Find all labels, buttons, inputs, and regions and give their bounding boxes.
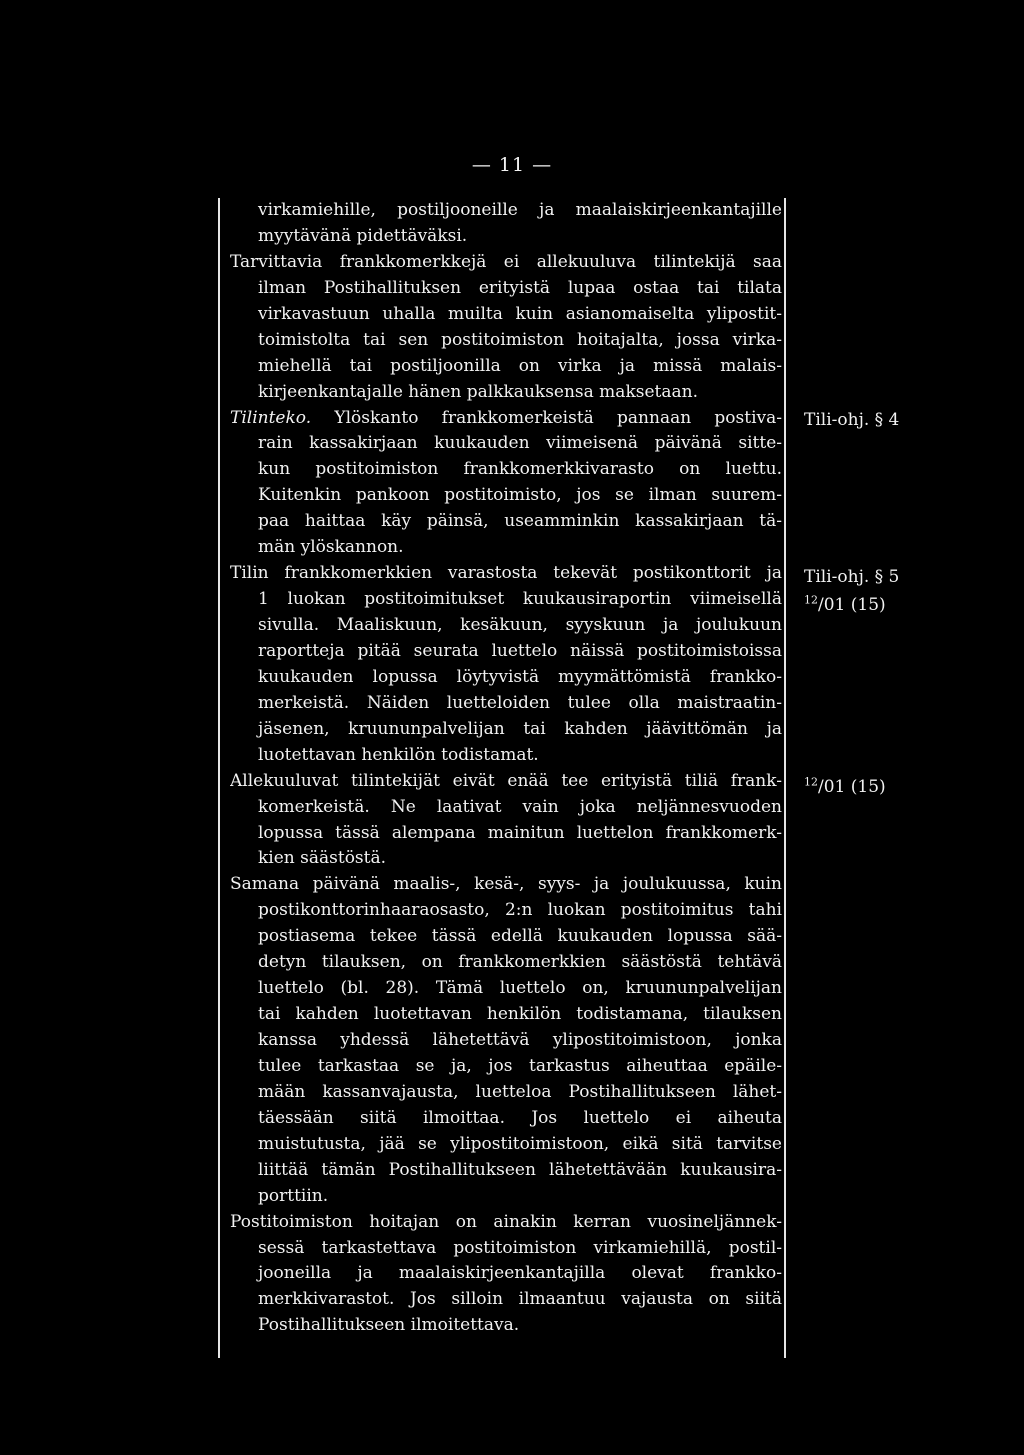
text-line [230, 846, 782, 872]
text-line [230, 302, 782, 328]
text-line [230, 1287, 782, 1313]
text-line-content: män ylöskannon. [258, 537, 404, 558]
text-line-content: tulee tarkastaa se ja, jos tarkastus aiheuttaa epäile- [258, 1055, 782, 1076]
text-line-content: Ylöskanto frankkomerkeistä pannaan postiva- [311, 407, 782, 428]
text-line-content: luotettavan henkilön todistamat. [258, 744, 539, 765]
margin-note-text: /01 (15) [818, 777, 886, 797]
text-line [230, 1184, 782, 1210]
text-line [230, 821, 782, 847]
text-line [230, 665, 782, 691]
text-line [230, 535, 782, 561]
text-line [230, 613, 782, 639]
text-line [230, 457, 782, 483]
text-line-content: kien säästöstä. [258, 848, 387, 869]
text-line [230, 1210, 782, 1236]
text-line-content: muistutusta, jää se ylipostitoimistoon, eikä sitä tarvitse [258, 1133, 782, 1154]
text-line-content: mään kassanvajausta, luetteloa Postihallitukseen lähet- [258, 1081, 782, 1102]
text-line [230, 483, 782, 509]
text-line-content: kanssa yhdessä lähetettävä ylipostitoimistoon, jonka [258, 1030, 782, 1050]
text-line-content: lopussa tässä alempana mainitun luettelon frankkomerk- [258, 822, 782, 843]
text-line [230, 898, 782, 924]
paragraph [230, 769, 782, 873]
text-line [230, 1106, 782, 1132]
text-line [230, 431, 782, 457]
paragraph [230, 250, 782, 406]
text-line-content: kirjeenkantajalle hänen palkkauksensa maksetaan. [258, 381, 698, 402]
text-line-content: ilman Postihallituksen erityistä lupaa ostaa tai tilata [258, 277, 782, 298]
text-line [230, 354, 782, 380]
text-line [230, 198, 782, 224]
text-line-content: merkeistä. Näiden luetteloiden tulee olla maistraatin- [258, 692, 782, 713]
text-line [230, 1080, 782, 1106]
text-line [230, 691, 782, 717]
text-line [230, 1313, 782, 1339]
text-line-content: myytävänä pidettäväksi. [258, 225, 468, 246]
text-line-content: Postihallitukseen ilmoitettava. [258, 1315, 520, 1336]
section-heading: Tilinteko. [230, 407, 312, 428]
text-line-content: tai kahden luotettavan henkilön todistamana, tilauksen [258, 1004, 782, 1025]
margin-note-ref-1 [804, 595, 886, 615]
paragraph [230, 198, 782, 250]
text-line [230, 250, 782, 276]
paragraph [230, 561, 782, 769]
text-line [230, 224, 782, 250]
text-line-content: detyn tilauksen, on frankkomerkkien säästöstä tehtävä [258, 952, 782, 973]
text-line-content: sessä tarkastettava postitoimiston virkamiehillä, postil- [258, 1237, 782, 1258]
text-line-content: toimistolta tai sen postitoimiston hoitajalta, jossa virka- [258, 329, 782, 350]
text-line [230, 769, 782, 795]
text-line [230, 717, 782, 743]
text-line [230, 872, 782, 898]
text-line-content: postiasema tekee tässä edellä kuukauden lopussa sää- [258, 926, 782, 947]
text-line [230, 509, 782, 535]
text-line-content: täessään siitä ilmoittaa. Jos luettelo ei aiheuta [258, 1107, 782, 1128]
text-line-content: Allekuuluvat tilintekijät eivät enää tee erityistä tiliä frank- [230, 770, 782, 791]
text-line [230, 924, 782, 950]
text-line [230, 795, 782, 821]
text-line-content: liittää tämän Postihallitukseen lähetettävään kuukausira- [258, 1159, 782, 1180]
margin-note-text: Tili-ohj. § 4 [804, 410, 900, 430]
page-number: — 11 — [471, 154, 553, 176]
margin-note-ref-2 [804, 777, 886, 797]
text-line-content: virkavastuun uhalla muilta kuin asianomaiselta ylipostit- [258, 303, 782, 324]
text-line [230, 976, 782, 1002]
margin-note-tili-ohj-4 [804, 410, 899, 430]
body-text [230, 198, 782, 1339]
margin-note-sup: 12 [804, 593, 818, 607]
text-line-content: porttiin. [258, 1185, 329, 1206]
text-line [230, 328, 782, 354]
text-line-content: Tilin frankkomerkkien varastosta tekevät postikonttorit ja [230, 563, 782, 584]
text-line [230, 1054, 782, 1080]
text-line [230, 1028, 782, 1054]
text-line-content: Samana päivänä maalis-, kesä-, syys- ja joulukuussa, kuin [230, 874, 782, 895]
text-line-content: rain kassakirjaan kuukauden viimeisenä päivänä sitte- [258, 433, 782, 454]
margin-note-sup: 12 [804, 775, 818, 789]
text-line-content: postikonttorinhaaraosasto, 2:n luokan postitoimitus tahi [258, 900, 782, 921]
paragraph [230, 406, 782, 562]
text-line [230, 950, 782, 976]
text-line [230, 561, 782, 587]
text-line-content: jooneilla ja maalaiskirjeenkantajilla olevat frankko- [258, 1263, 782, 1284]
text-line [230, 380, 782, 406]
text-line [230, 743, 782, 769]
text-line [230, 1236, 782, 1262]
text-line-content: Tarvittavia frankkomerkkejä ei allekuuluva tilintekijä saa [230, 251, 782, 272]
text-line-content: komerkeistä. Ne laativat vain joka neljännesvuoden [258, 796, 782, 817]
text-line [230, 1002, 782, 1028]
text-line-content: paa haittaa käy päinsä, useamminkin kassakirjaan tä- [258, 511, 782, 532]
text-line-content: virkamiehille, postiljooneille ja maalaiskirjeenkantajille [258, 200, 782, 220]
margin-note-tili-ohj-5 [804, 567, 899, 587]
text-line [230, 1261, 782, 1287]
text-line-content: kuukauden lopussa löytyvistä myymättömistä frankko- [258, 666, 782, 687]
text-line [230, 1158, 782, 1184]
left-margin-rule [218, 198, 220, 1358]
text-line-content: raportteja pitää seurata luettelo näissä postitoimistoissa [258, 640, 782, 661]
margin-note-text: Tili-ohj. § 5 [804, 567, 900, 587]
text-line-content: kun postitoimiston frankkomerkkivarasto on luettu. [258, 459, 782, 480]
text-line [230, 1132, 782, 1158]
text-line [230, 276, 782, 302]
text-line-content: merkkivarastot. Jos silloin ilmaantuu vajausta on siitä [258, 1289, 782, 1310]
text-line-content: Postitoimiston hoitajan on ainakin kerran vuosineljännek- [230, 1211, 782, 1232]
text-line-content: miehellä tai postiljoonilla on virka ja missä malais- [258, 355, 782, 376]
text-line [230, 639, 782, 665]
text-line-content: luettelo (bl. 28). Tämä luettelo on, kruununpalvelijan [258, 978, 782, 999]
text-line-content: jäsenen, kruununpalvelijan tai kahden jäävittömän ja [258, 718, 782, 739]
margin-note-text: /01 (15) [818, 595, 886, 615]
paragraph [230, 872, 782, 1209]
text-line [230, 587, 782, 613]
right-margin-rule [784, 198, 786, 1358]
text-line [230, 406, 782, 432]
text-line-content: Kuitenkin pankoon postitoimisto, jos se ilman suurem- [258, 485, 782, 506]
text-line-content: 1 luokan postitoimitukset kuukausiraportin viimeisellä [258, 589, 782, 610]
paragraph [230, 1210, 782, 1340]
text-line-content: sivulla. Maaliskuun, kesäkuun, syyskuun ja joulukuun [258, 615, 782, 635]
